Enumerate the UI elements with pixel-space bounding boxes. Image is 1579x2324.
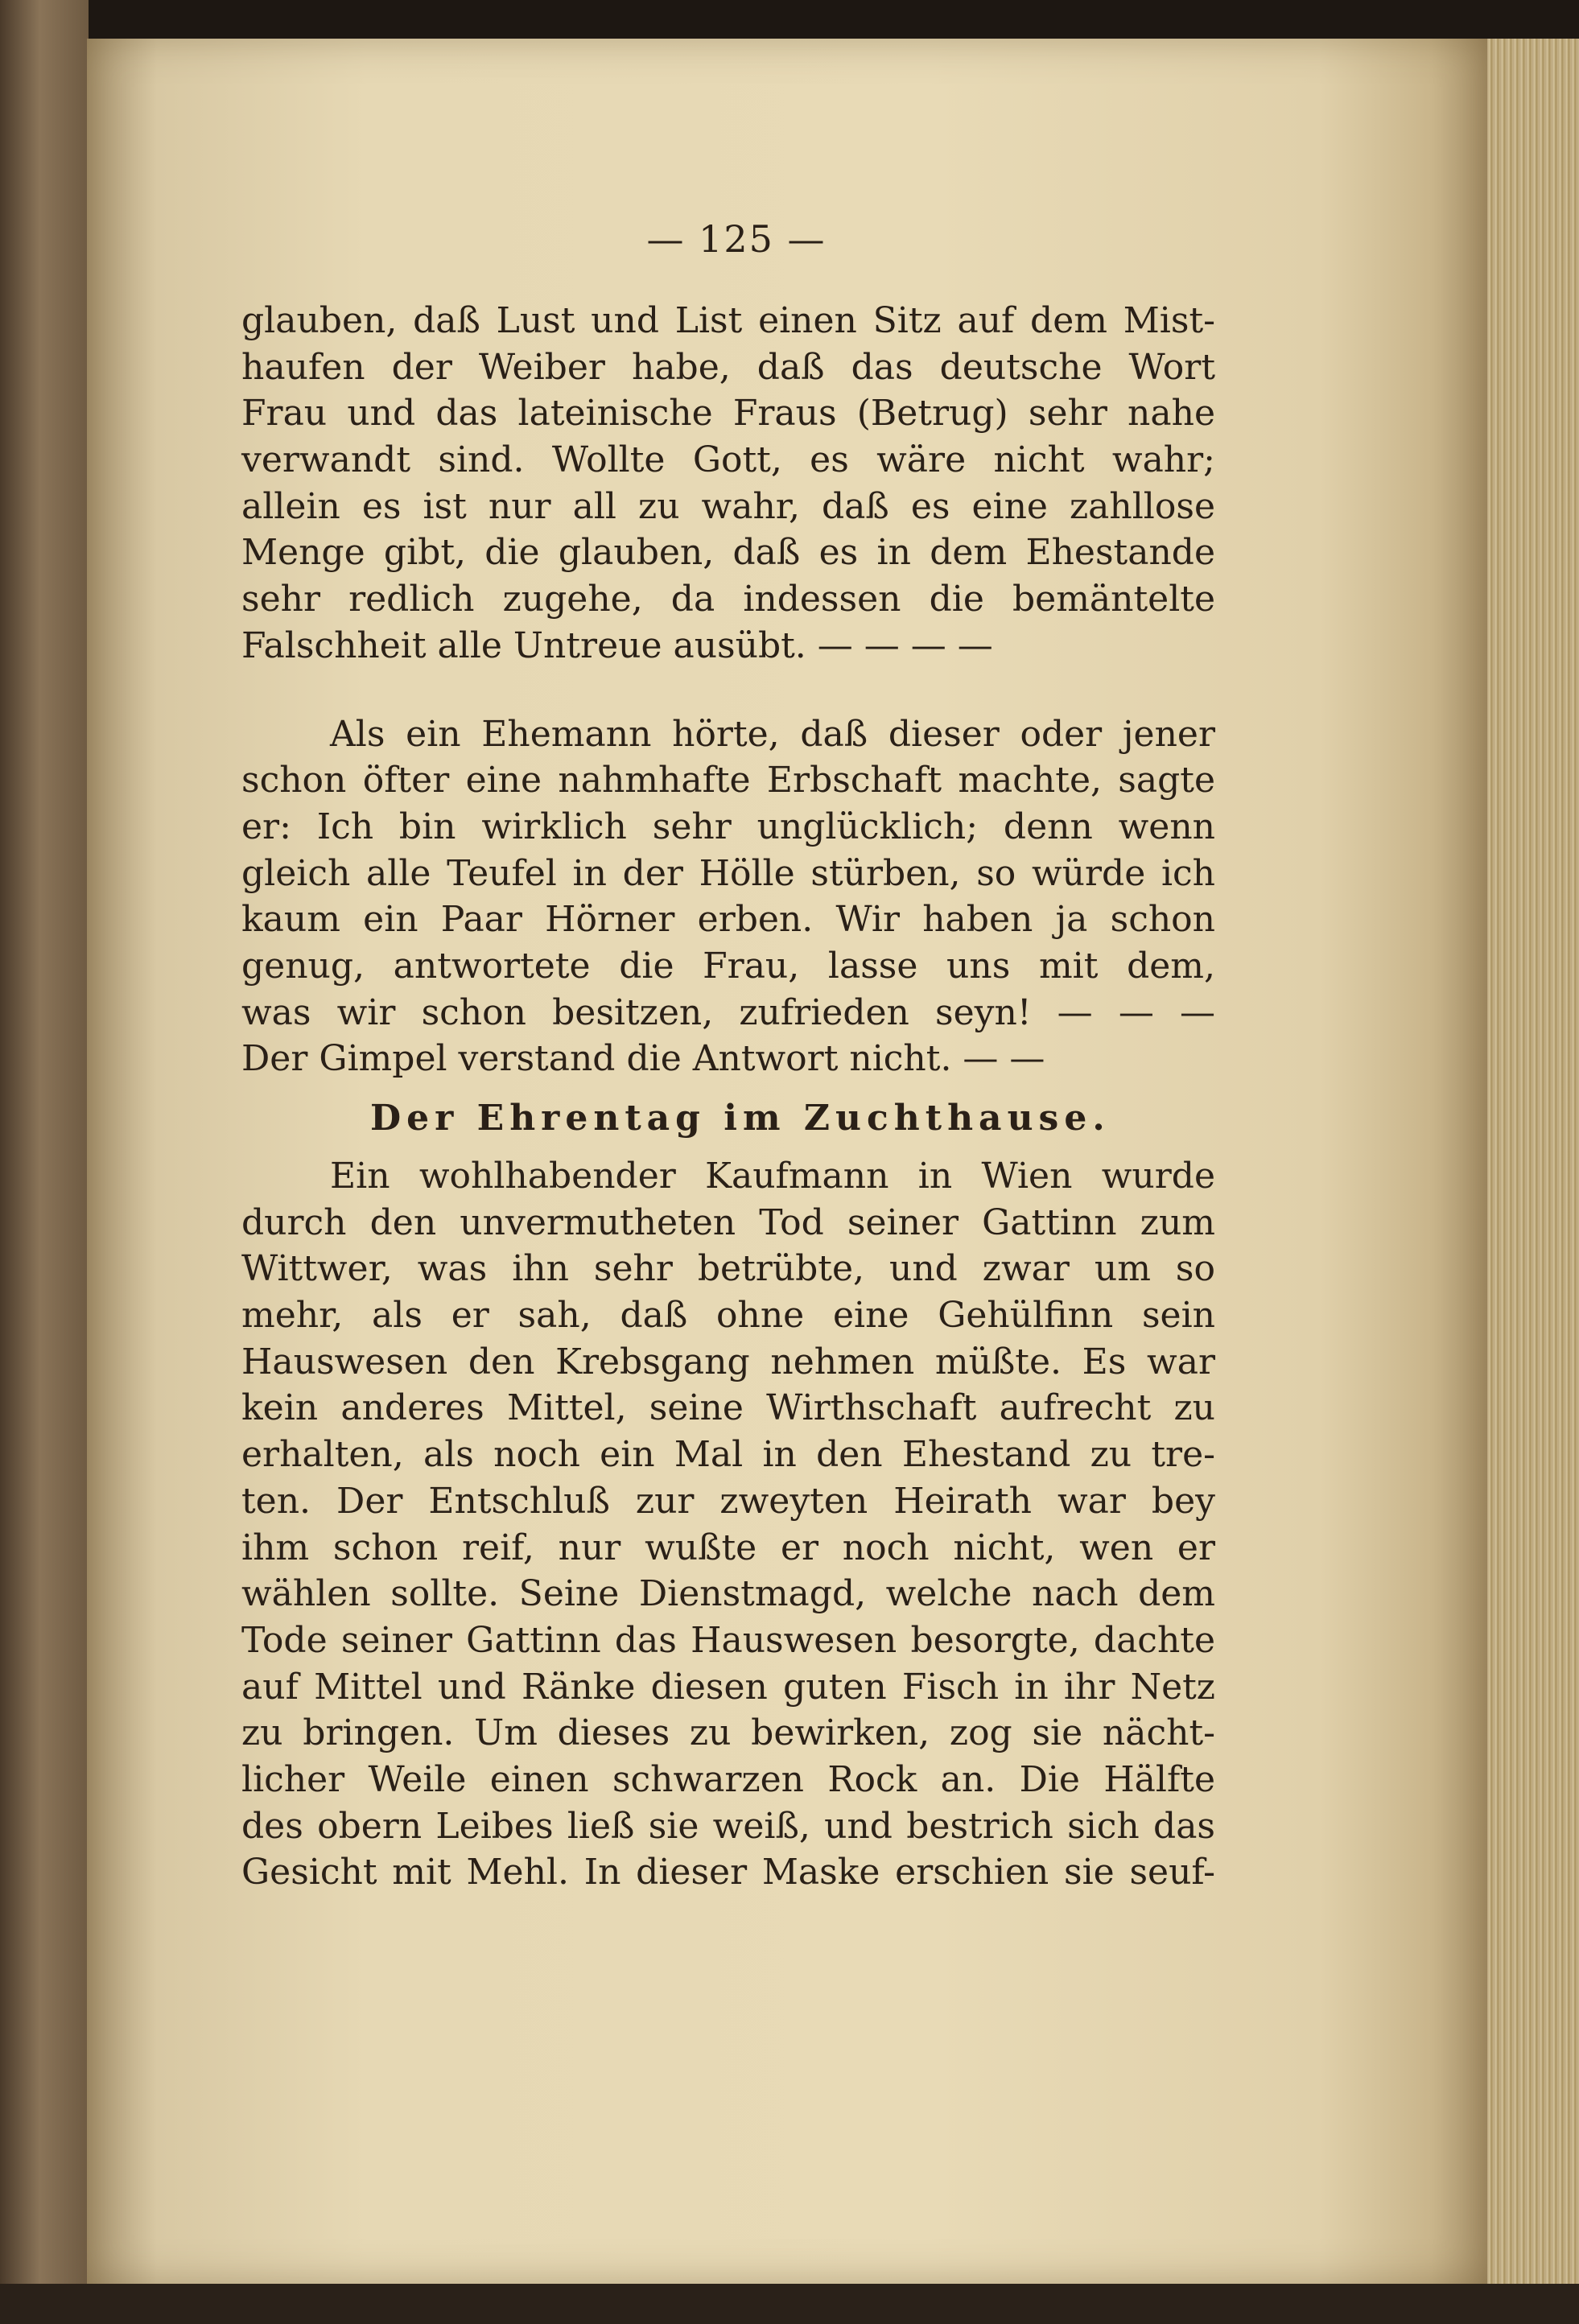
text-line: glauben, daß Lust und List einen Sitz auf dem Mist- xyxy=(241,300,1215,341)
text-line: allein es ist nur all zu wahr, daß es eine zahllose xyxy=(241,485,1215,527)
text-line: Menge gibt, die glauben, daß es in dem Ehestande xyxy=(241,532,1215,574)
text-line: verwandt sind. Wollte Gott, es wäre nicht wahr; xyxy=(241,439,1215,481)
paragraph-1 xyxy=(241,298,1215,670)
scan-bottom-border xyxy=(0,2284,1579,2324)
text-line: des obern Leibes ließ sie weiß, und bestrich sich das xyxy=(241,1805,1215,1847)
page-number: — 125 — xyxy=(646,217,827,261)
text-line: mehr, als er sah, daß ohne eine Gehülfinn sein xyxy=(241,1295,1215,1337)
text-line: Gesicht mit Mehl. In dieser Maske erschien sie seuf- xyxy=(241,1852,1215,1893)
text-line: Tode seiner Gattinn das Hauswesen besorgte, dachte xyxy=(241,1619,1215,1661)
text-line: erhalten, als noch ein Mal in den Ehestand zu tre- xyxy=(241,1434,1215,1476)
text-line: Ein wohlhabender Kaufmann in Wien wurde xyxy=(330,1156,1215,1197)
section-heading: Der Ehrentag im Zuchthause. xyxy=(370,1098,1111,1139)
text-line: auf Mittel und Ränke diesen guten Fisch in ihr Netz xyxy=(241,1666,1215,1708)
text-line: er: Ich bin wirklich sehr unglücklich; denn wenn xyxy=(241,806,1215,847)
text-line: haufen der Weiber habe, daß das deutsche Wort xyxy=(241,346,1215,388)
paragraph-2 xyxy=(241,711,1215,1083)
text-line: Frau und das lateinische Fraus (Betrug) sehr nahe xyxy=(241,393,1215,435)
text-line: zu bringen. Um dieses zu bewirken, zog sie nächt- xyxy=(241,1712,1215,1754)
text-line: wählen sollte. Seine Dienstmagd, welche nach dem xyxy=(241,1573,1215,1615)
text-line: Wittwer, was ihn sehr betrübte, und zwar um so xyxy=(241,1248,1215,1290)
text-line: kein anderes Mittel, seine Wirthschaft aufrecht zu xyxy=(241,1387,1215,1429)
text-line: durch den unvermutheten Tod seiner Gattinn zum xyxy=(241,1201,1215,1243)
text-line: ihm schon reif, nur wußte er noch nicht, wen er xyxy=(241,1527,1215,1568)
text-line: kaum ein Paar Hörner erben. Wir haben ja schon xyxy=(241,899,1215,941)
left-page-edge xyxy=(0,0,89,2324)
text-line: schon öfter eine nahmhafte Erbschaft machte, sagte xyxy=(241,760,1215,801)
text-line: sehr redlich zugehe, da indessen die bemäntelte xyxy=(241,579,1215,620)
paragraph-3 xyxy=(241,1153,1215,1896)
text-line: licher Weile einen schwarzen Rock an. Die Hälfte xyxy=(241,1758,1215,1800)
text-line: genug, antwortete die Frau, lasse uns mit dem, xyxy=(241,945,1215,987)
page-text xyxy=(241,211,1215,1896)
paragraph-spacer xyxy=(241,670,1215,711)
text-line: Falschheit alle Untreue ausübt. — — — — xyxy=(241,624,993,666)
text-line: ten. Der Entschluß zur zweyten Heirath war bey xyxy=(241,1480,1215,1522)
text-line: was wir schon besitzen, zufrieden seyn! — — — xyxy=(241,991,1215,1033)
text-line: Als ein Ehemann hörte, daß dieser oder jener xyxy=(330,713,1215,755)
text-line: Hauswesen den Krebsgang nehmen müßte. Es war xyxy=(241,1341,1215,1382)
text-line: Der Gimpel verstand die Antwort nicht. — — xyxy=(241,1038,1045,1080)
page-fore-edge xyxy=(1487,39,1579,2284)
text-line: gleich alle Teufel in der Hölle stürben, so würde ich xyxy=(241,852,1215,894)
